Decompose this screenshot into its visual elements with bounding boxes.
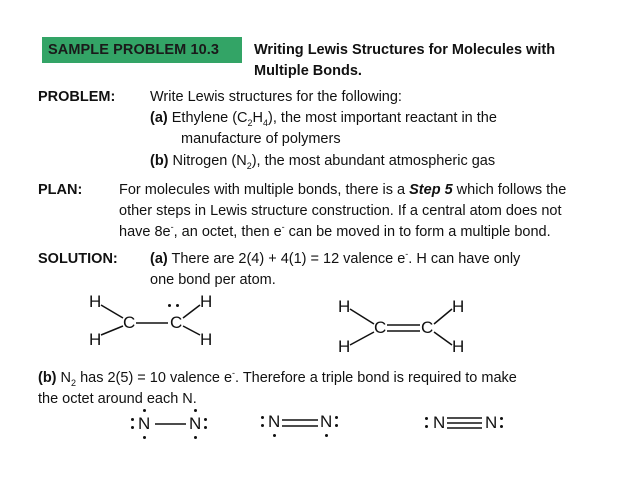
- plan-line-3-sup-2: -: [281, 222, 285, 233]
- electron-dot: [143, 436, 146, 439]
- atom-n-left: N: [268, 412, 281, 431]
- atom-h-top-right: H: [452, 297, 465, 316]
- atom-n-left: N: [138, 414, 151, 433]
- part-a-text-1: Ethylene (C: [171, 110, 248, 126]
- part-a-text-3: ), the most important reactant in the: [268, 110, 497, 126]
- bond-line: [434, 309, 452, 324]
- badge-text: SAMPLE PROBLEM 10.3: [48, 42, 220, 58]
- plan-line-2: other steps in Lewis structure construction. If a central atom does not: [119, 203, 562, 219]
- solution-a-sup: -: [405, 249, 409, 260]
- atom-h-bottom-left: H: [338, 337, 351, 356]
- atom-h-bottom-right: H: [452, 337, 465, 356]
- solution-b-text-2: has 2(5) = 10 valence e: [76, 370, 233, 386]
- electron-dot: [194, 409, 197, 412]
- solution-part-a-line-2: one bond per atom.: [150, 272, 276, 288]
- bond-line: [183, 305, 200, 318]
- plan-line-3-b: , an octet, then e: [173, 224, 282, 240]
- part-b-sub: 2: [246, 160, 252, 171]
- electron-dot: [500, 417, 503, 420]
- atom-n-right: N: [189, 414, 202, 433]
- plan-line-1-b: which follows the: [452, 182, 567, 198]
- atom-h-bottom-left: H: [89, 330, 102, 349]
- part-a-text-2: H: [252, 110, 264, 126]
- solution-label: SOLUTION:: [38, 251, 118, 267]
- atom-n-left: N: [433, 413, 446, 432]
- plan-line-1-a: For molecules with multiple bonds, there is a: [119, 182, 410, 198]
- atom-h-top-right: H: [200, 292, 213, 311]
- part-b-text-2: ), the most abundant atmospheric gas: [251, 153, 496, 169]
- electron-dot: [500, 425, 503, 428]
- solution-part-b-line-2: the octet around each N.: [38, 391, 197, 407]
- bond-line: [350, 332, 374, 345]
- atom-n-right: N: [320, 412, 333, 431]
- part-a-prefix: (a): [150, 110, 168, 126]
- plan-step-5: Step 5: [409, 182, 453, 198]
- electron-dot: [131, 418, 134, 421]
- plan-label: PLAN:: [38, 182, 83, 198]
- electron-dot: [425, 417, 428, 420]
- solution-b-text-3: . Therefore a triple bond is required to make: [235, 370, 517, 386]
- electron-dot: [425, 425, 428, 428]
- electron-dot: [335, 416, 338, 419]
- electron-dot: [194, 436, 197, 439]
- part-b-prefix: (b): [150, 153, 169, 169]
- solution-a-text-2: . H can have only: [408, 251, 521, 267]
- atom-h-top-left: H: [338, 297, 351, 316]
- part-a-sub-2: 4: [263, 117, 269, 128]
- atom-c-right: C: [421, 318, 434, 337]
- plan-line-3-c: can be moved in to form a multiple bond.: [284, 224, 551, 240]
- atom-h-top-left: H: [89, 292, 102, 311]
- problem-label: PROBLEM:: [38, 89, 116, 105]
- electron-dot: [335, 424, 338, 427]
- solution-a-prefix: (a): [150, 251, 168, 267]
- bond-line: [101, 326, 123, 335]
- electron-dot: [261, 424, 264, 427]
- electron-dot: [261, 416, 264, 419]
- bond-line: [183, 326, 200, 335]
- solution-a-text-1: There are 2(4) + 4(1) = 12 valence e: [171, 251, 406, 267]
- solution-b-text-1: N: [60, 370, 72, 386]
- problem-part-a-line-2: manufacture of polymers: [181, 131, 341, 147]
- atom-h-bottom-right: H: [200, 330, 213, 349]
- solution-part-b: [38, 368, 517, 389]
- solution-b-sup: -: [232, 368, 236, 379]
- bond-line: [350, 309, 374, 324]
- plan-line-3-a: have 8e: [119, 224, 171, 240]
- electron-dot: [143, 409, 146, 412]
- atom-n-right: N: [485, 413, 498, 432]
- part-a-sub-1: 2: [247, 117, 253, 128]
- bond-line: [434, 332, 452, 345]
- atom-c-right: C: [170, 313, 183, 332]
- electron-dot: [325, 434, 328, 437]
- title-line-2: Multiple Bonds.: [254, 63, 362, 79]
- electron-dot: [131, 426, 134, 429]
- solution-b-prefix: (b): [38, 370, 57, 386]
- atom-c-left: C: [123, 313, 136, 332]
- electron-dot: [204, 418, 207, 421]
- problem-intro: Write Lewis structures for the following:: [150, 89, 402, 105]
- part-b-text-1: Nitrogen (N: [172, 153, 247, 169]
- bond-line: [101, 305, 123, 318]
- electron-dot: [273, 434, 276, 437]
- plan-line-3-sup: -: [170, 222, 174, 233]
- title-line-1: Writing Lewis Structures for Molecules with: [254, 42, 556, 58]
- electron-dot: [204, 426, 207, 429]
- atom-c-left: C: [374, 318, 387, 337]
- solution-b-sub: 2: [71, 377, 77, 388]
